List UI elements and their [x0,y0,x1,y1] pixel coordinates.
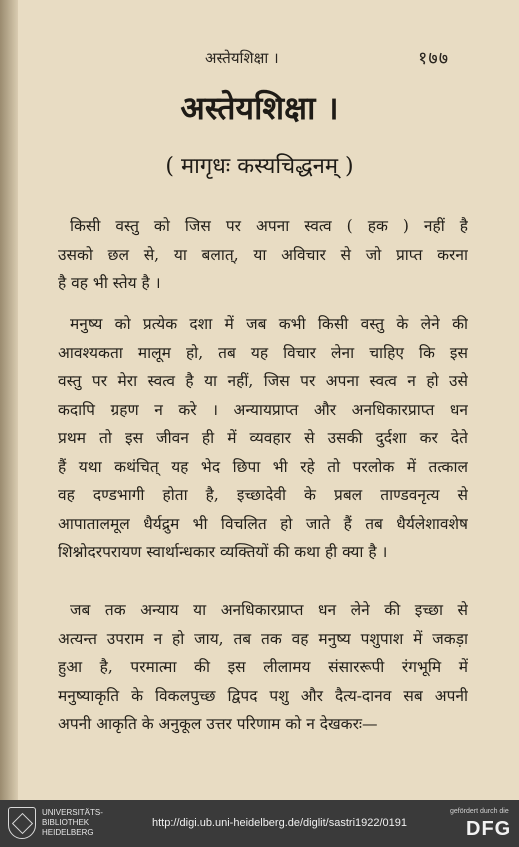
university-seal-icon [8,807,36,839]
text-line: जब तक अन्याय या अनधिकारप्राप्त धन लेने की इच्छा से [70,601,468,619]
text-line: हुआ है, परमात्मा की इस लीलामय संसाररूपी रंगभूमि में [58,658,468,676]
paragraph-1 [58,212,468,298]
text-line: आवश्यकता मालूम हो, तब यह विचार लेना चाहिए कि इस [58,343,468,362]
text-line: उसको छल से, या बलात्, या अविचार से जो प्राप्त करना [58,245,468,264]
running-head: अस्तेयशिक्षा । [205,49,279,67]
text-line: मनुष्याकृति के विकलपुच्छ द्विपद पशु और दैत्य-दानव सब अपनी [58,686,468,705]
text-line: किसी वस्तु को जिस पर अपना स्वत्व ( हक ) नहीं है [70,217,468,235]
text-line: है वह भी स्तेय है । [58,274,161,292]
text-line: आपातालमूल धैर्यद्रुम भी विचलित हो जाते हैं तब धैर्यलेशावशेष [58,514,468,533]
university-name: UNIVERSITÄTS- BIBLIOTHEK HEIDELBERG [42,808,103,837]
page-number: १७७ [418,48,450,69]
chapter-subtitle: ( मागृधः कस्यचिद्धनम् ) [165,154,354,179]
text-line: अत्यन्त उपराम न हो जाय, तब तक वह मनुष्य पशुपाश में जकड़ा [58,629,468,648]
funder-logo: DFG [466,818,512,840]
text-line: कदापि ग्रहण न करे । अन्यायप्राप्त और अनधिकारप्राप्त धन [58,400,468,419]
text-line: वह दण्डभागी होता है, इच्छादेवी के प्रबल ताण्डवनृत्य से [58,486,468,504]
chapter-title: अस्तेयशिक्षा । [180,89,339,127]
funder-note: gefördert durch die [450,808,509,815]
paragraph-2 [58,310,468,567]
paragraph-3 [58,596,468,739]
text-line: हैं यथा कथंचित् यह भेद छिपा भी रहे तो परलोक में तत्काल [58,457,468,476]
text-line: शिश्नोदरपरायण स्वार्थान्धकार व्यक्तियों की कथा ही क्या है । [58,543,388,561]
text-line: वस्तु पर मेरा स्वत्व है या नहीं, जिस पर अपना स्वत्व न हो उसे [58,372,468,390]
text-line: मनुष्य को प्रत्येक दशा में जब कभी किसी वस्तु के लेने की [70,315,468,333]
text-line: प्रथम तो इस जीवन ही में व्यवहार से उसकी दुर्दशा कर देते [58,429,468,447]
text-line: अपनी आकृति के अनुकूल उत्तर परिणाम को न देखकरः— [58,715,378,733]
footer-bar [0,800,519,847]
source-url-link[interactable]: http://digi.ub.uni-heidelberg.de/diglit/sastri1922/0191 [152,817,408,829]
